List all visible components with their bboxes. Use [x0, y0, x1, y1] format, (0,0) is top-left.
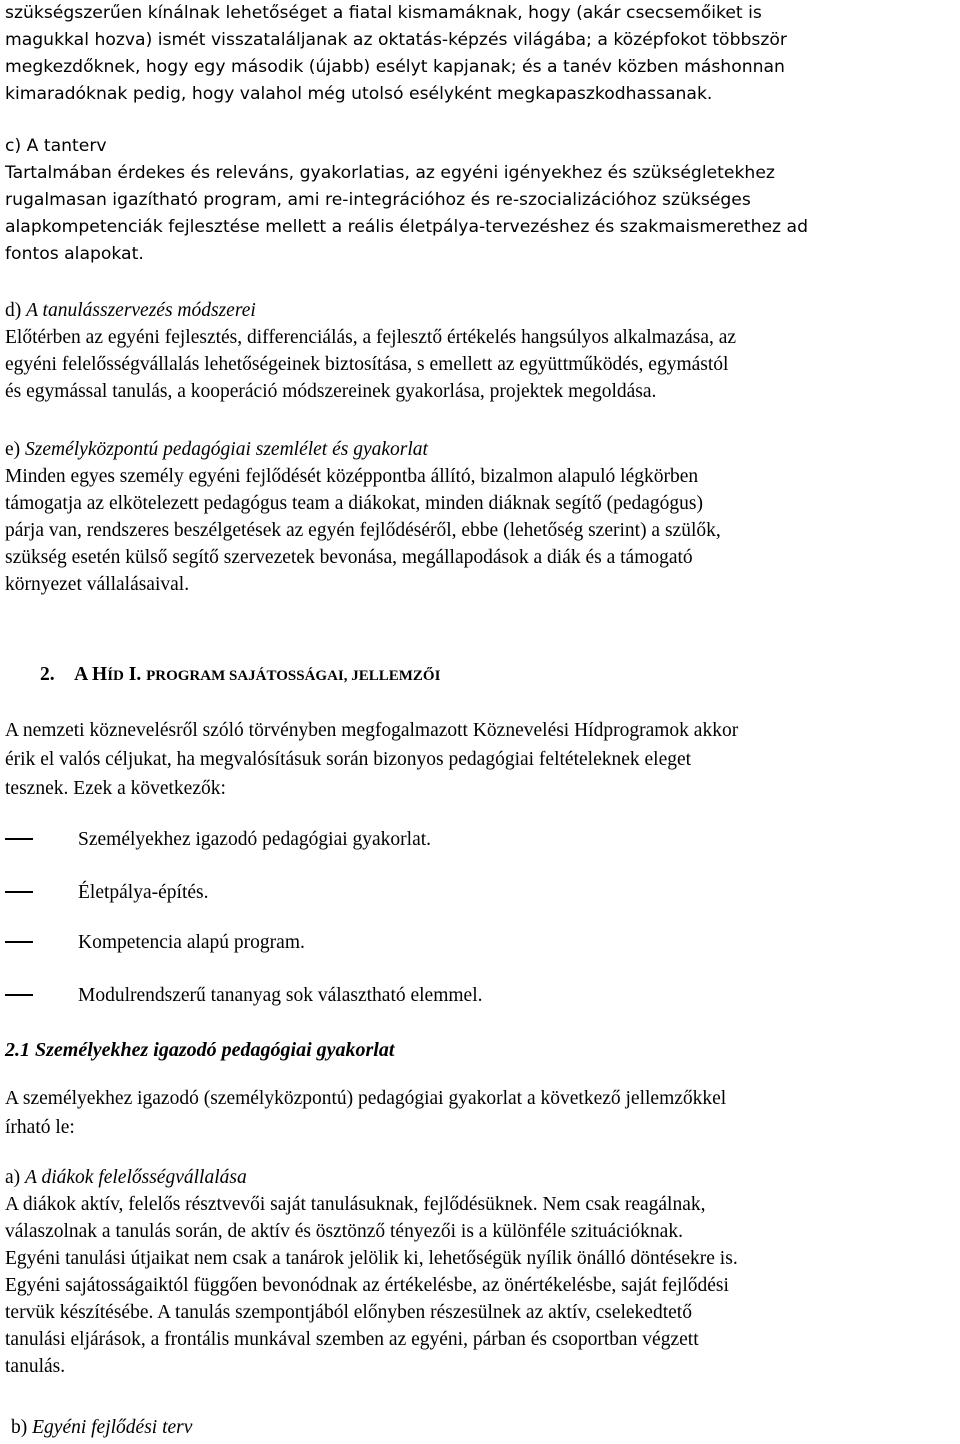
- intro-line: megkezdőknek, hogy egy második (újabb) esélyt kapjanak; és a tanév közben máshonnan: [5, 57, 785, 77]
- intro-line: szükségszerűen kínálnak lehetőséget a fiatal kismamáknak, hogy (akár csecsemőiket is: [5, 3, 762, 23]
- intro-line: kimaradóknak pedig, hogy valahol még utolsó esélyként megkapaszkodhassanak.: [5, 84, 713, 104]
- chapter-2-title-b: ÍD: [107, 668, 124, 684]
- section-a-prefix: a): [5, 1167, 26, 1188]
- section-c-line: Tartalmában érdekes és releváns, gyakorlatias, az egyéni igényekhez és szükségletekhez: [5, 163, 775, 183]
- section-d-line: és egymással tanulás, a kooperáció módszereinek gyakorlása, projektek megoldása.: [5, 381, 657, 402]
- section-2-1-heading: 2.1 Személyekhez igazodó pedagógiai gyakorlat: [5, 1039, 395, 1061]
- section-d-line: egyéni felelősségvállalás lehetőségeinek biztosítása, s emellett az együttműködés, egymástól: [5, 354, 729, 375]
- section-e-line: Minden egyes személy egyéni fejlődését középpontba állító, bizalmon alapuló légkörben: [5, 466, 699, 487]
- chapter-2-number: 2.: [40, 664, 55, 685]
- section-a-line: A diákok aktív, felelős résztvevői saját tanulásuknak, fejlődésüknek. Nem csak reagálnak,: [5, 1194, 706, 1215]
- section-d: [5, 297, 955, 405]
- section-e-line: környezet vállalásaival.: [5, 574, 190, 595]
- section-d-prefix: d): [5, 300, 27, 321]
- chapter-2-intro: [5, 716, 955, 803]
- section-a-heading: [5, 1164, 955, 1191]
- section-b: [11, 1414, 960, 1441]
- section-b-heading: [11, 1414, 960, 1441]
- section-2-1-intro-line: A személyekhez igazodó (személyközpontú) pedagógiai gyakorlat a következő jellemzőkkel: [5, 1088, 727, 1109]
- dash-marker: [5, 838, 33, 840]
- section-a-line: tanulás.: [5, 1356, 66, 1377]
- section-a-line: Egyéni tanulási útjaikat nem csak a tanárok jelölik ki, lehetőségük nyílik önálló döntésekre is.: [5, 1248, 738, 1269]
- section-a-line: Egyéni sajátosságaiktól függően bevonódnak az értékelésbe, az önértékelésbe, saját fejlődési: [5, 1275, 729, 1296]
- section-c: [5, 133, 955, 268]
- section-a-line: tervük készítésébe. A tanulás szempontjából előnyben részesülnek az aktív, cselekedtető: [5, 1302, 692, 1323]
- dash-marker: [5, 891, 33, 893]
- section-c-line: rugalmasan igazítható program, ami re-integrációhoz és re-szocializációhoz szükséges: [5, 190, 751, 210]
- intro-paragraph: [5, 0, 955, 108]
- dash-marker: [5, 941, 33, 943]
- section-a-title: A diákok felelősségvállalása: [25, 1167, 247, 1188]
- list-item-text: Modulrendszerű tananyag sok választható elemmel.: [78, 985, 483, 1006]
- chapter-2-title-c: I.: [123, 664, 147, 685]
- section-e-heading: [5, 436, 955, 463]
- section-c-line: fontos alapokat.: [5, 244, 144, 264]
- section-e-line: párja van, rendszeres beszélgetések az egyén fejlődéséről, ebbe (lehetőség szerint) a szülők,: [5, 520, 721, 541]
- chapter-2-intro-line: A nemzeti köznevelésről szóló törvényben megfogalmazott Köznevelési Hídprogramok akkor: [5, 720, 739, 741]
- section-2-1-intro-line: írható le:: [5, 1117, 75, 1138]
- section-e-line: szükség esetén külső segítő szervezetek bevonása, megállapodások a diák és a támogató: [5, 547, 693, 568]
- section-a-line: válaszolnak a tanulás során, de aktív és ösztönző tényezői is a különféle szituációknak.: [5, 1221, 683, 1242]
- section-2-1-intro: [5, 1084, 955, 1142]
- section-e-line: támogatja az elkötelezett pedagógus team a diákokat, minden diáknak segítő (pedagógus): [5, 493, 703, 514]
- section-d-line: Előtérben az egyéni fejlesztés, differenciálás, a fejlesztő értékelés hangsúlyos alkalmazása, az: [5, 327, 737, 348]
- list-item-text: Kompetencia alapú program.: [78, 932, 305, 953]
- chapter-2-title-a: A H: [74, 664, 108, 685]
- chapter-2-heading: [40, 660, 440, 691]
- list-item-text: Személyekhez igazodó pedagógiai gyakorlat.: [78, 829, 432, 850]
- chapter-2-intro-line: tesznek. Ezek a következők:: [5, 778, 226, 799]
- section-c-label: c) A tanterv: [5, 136, 107, 156]
- section-e: [5, 436, 955, 598]
- dash-marker: [5, 994, 33, 996]
- section-c-line: alapkompetenciák fejlesztése mellett a reális életpálya-tervezéshez és szakmaismerethez ad: [5, 217, 808, 237]
- chapter-2-title-d: PROGRAM SAJÁTOSSÁGAI, JELLEMZŐI: [146, 668, 441, 684]
- section-e-title: Személyközpontú pedagógiai szemlélet és gyakorlat: [25, 439, 428, 460]
- intro-line: magukkal hozva) ismét visszataláljanak az oktatás-képzés világába; a középfokot többször: [5, 30, 787, 50]
- section-b-prefix: b): [11, 1417, 33, 1438]
- list-item-text: Életpálya-építés.: [78, 882, 209, 903]
- section-b-title: Egyéni fejlődési terv: [32, 1417, 193, 1438]
- chapter-2-intro-line: érik el valós céljukat, ha megvalósításuk során bizonyos pedagógiai feltételeknek eleget: [5, 749, 692, 770]
- section-a-line: tanulási eljárások, a frontális munkával szemben az egyéni, párban és csoportban végzett: [5, 1329, 699, 1350]
- section-d-heading: [5, 297, 955, 324]
- section-a: [5, 1164, 955, 1380]
- section-e-prefix: e): [5, 439, 26, 460]
- section-d-title: A tanulásszervezés módszerei: [26, 300, 256, 321]
